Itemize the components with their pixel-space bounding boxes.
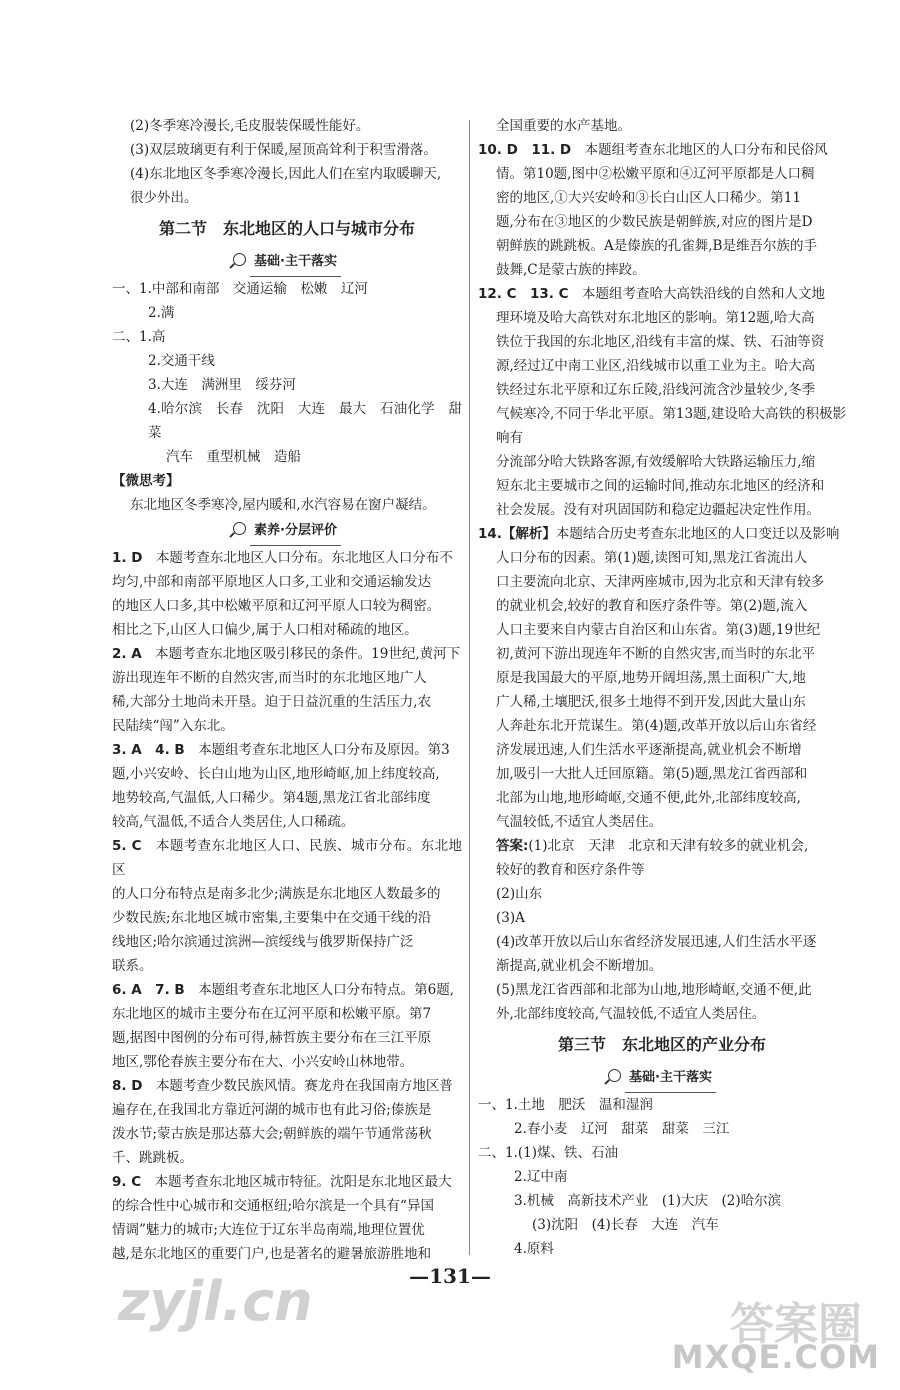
explanation-item: 10. D 11. D 本题组考查东北地区的人口分布和民俗风 (478, 142, 828, 158)
answer-line: 一、1.中部和南部 交通运输 松嫩 辽河 (112, 281, 368, 297)
answer-line: 4.哈尔滨 长春 沈阳 大连 最大 石油化学 甜菜 (148, 401, 462, 441)
subsection-heading-basic: 基础·主干落实 (478, 1064, 846, 1093)
explanation-line: 少数民族;东北地区城市密集,主要集中在交通干线的沿 (112, 910, 432, 926)
explanation-line: 人口主要来自内蒙古自治区和山东省。第(3)题,19世纪 (496, 622, 821, 638)
explanation-item: 5. C 本题考查东北地区人口、民族、城市分布。东北地区 (112, 838, 463, 878)
answer-line: (4)改革开放以后山东省经济发展迅速,人们生活水平逐 (496, 934, 817, 950)
explanation-item: 3. A 4. B 本题组考查东北地区人口分布及原因。第3 (112, 742, 450, 758)
explanation-line: 气候寒冷,不同于华北平原。第13题,建设哈大高铁的积极影响有 (496, 406, 846, 446)
answer-line: 2.春小麦 辽河 甜菜 甜菜 三江 (514, 1121, 730, 1137)
answer-line: 二、1.(1)煤、铁、石油 (478, 1145, 619, 1161)
explanation-line: 东北地区的城市主要分布在辽河平原和松嫩平原。第7 (112, 1006, 432, 1022)
text-line: 全国重要的水产基地。 (496, 118, 631, 134)
explanation-line: 铁经过东北平原和辽东丘陵,沿线河流含沙量较少,冬季 (496, 382, 816, 398)
explanation-line: 题,分布在③地区的少数民族是朝鲜族,对应的图片是D (496, 214, 813, 230)
explanation-line: 铁位于我国的东北地区,沿线有丰富的煤、铁、石油等资 (496, 334, 825, 350)
answer-line: 外,北部纬度较高,气温较低,不适宜人类居住。 (496, 1006, 766, 1022)
section-title: 第三节 东北地区的产业分布 (557, 1035, 766, 1054)
answer-line: 2.辽中南 (514, 1169, 568, 1185)
explanation-line: 气温较低,不适宜人类居住。 (496, 814, 663, 830)
explanation-item: 12. C 13. C 本题组考查哈大高铁沿线的自然和人文地 (478, 286, 826, 302)
explanation-line: 的就业机会,较好的教育和医疗条件等。第(2)题,流入 (496, 598, 808, 614)
text-line: (3)双层玻璃更有利于保暖,屋顶高耸利于积雪滑落。 (130, 142, 437, 158)
explanation-item: 9. C 本题考查东北地区城市特征。沈阳是东北地区最大 (112, 1174, 452, 1190)
explanation-line: 越,是东北地区的重要门户,也是著名的避暑旅游胜地和 (112, 1246, 432, 1262)
explanation-line: 的人口分布特点是南多北少;满族是东北地区人数最多的 (112, 886, 441, 902)
answer-line: (3)沈阳 (4)长春 大连 汽车 (532, 1217, 719, 1233)
explanation-line: 广人稀,土壤肥沃,很多土地得不到开发,因此大量山东 (496, 694, 806, 710)
explanation-item: 2. A 本题考查东北地区吸引移民的条件。19世纪,黄河下 (112, 646, 461, 662)
explanation-line: 的地区人口多,其中松嫩平原和辽河平原人口较为稠密。 (112, 598, 441, 614)
watermark-answer-circle: 答案圈 (730, 1299, 862, 1350)
explanation-line: 短东北主要城市之间的运输时间,推动东北地区的经济和 (496, 478, 825, 494)
explanation-line: 加,吸引一大批人迁回原籍。第(5)题,黑龙江省西部和 (496, 766, 808, 782)
explanation-line: 人奔赴东北开荒谋生。第(4)题,改革开放以后山东省经 (496, 718, 817, 734)
explanation-line: 口主要流向北京、天津两座城市,因为北京和天津有较多 (496, 574, 825, 590)
answer-line: 4.原料 (514, 1241, 554, 1257)
answer-line: 3.大连 满洲里 绥芬河 (148, 377, 296, 393)
answer-line: 较好的教育和医疗条件等 (496, 862, 645, 878)
answer-line: (5)黑龙江省西部和北部为山地,地形崎岖,交通不便,此 (496, 982, 812, 998)
explanation-line: 源,经过辽中南工业区,沿线城市以重工业为主。哈大高 (496, 358, 816, 374)
explanation-line: 北部为山地,地形崎岖,交通不便,此外,北部纬度较高, (496, 790, 801, 806)
text-line: 很少外出。 (130, 190, 198, 206)
explanation-line: 联系。 (112, 958, 153, 974)
explanation-item: 6. A 7. B 本题组考查东北地区人口分布特点。第6题, (112, 982, 455, 998)
explanation-line: 原是我国最大的平原,地势开阔坦荡,黑土面积广大,地 (496, 670, 806, 686)
explanation-item: 1. D 本题考查东北地区人口分布。东北地区人口分布不 (112, 550, 453, 566)
explanation-line: 朝鲜族的跳跳板。A是傣族的孔雀舞,B是维吾尔族的手 (496, 238, 817, 254)
explanation-line: 分流部分哈大铁路客源,有效缓解哈大铁路运输压力,缩 (496, 454, 816, 470)
explanation-line: 地势较高,气温低,人口稀少。第4题,黑龙江省北部纬度 (112, 790, 431, 806)
text-line: (4)东北地区冬季寒冷漫长,因此人们在室内取暖聊天, (130, 166, 442, 182)
explanation-line: 初,黄河下游出现连年不断的自然灾害,而当时的东北平 (496, 646, 816, 662)
answer-first-line: 答案:(1)北京 天津 北京和天津有较多的就业机会, (496, 838, 809, 854)
section-title: 第二节 东北地区的人口与城市分布 (158, 219, 415, 238)
explanation-line: 情。第10题,图中②松嫩平原和④辽河平原都是人口稠 (496, 166, 815, 182)
explanation-line: 济发展迅速,人们生活水平逐渐提高,就业机会不断增 (496, 742, 802, 758)
magnifier-icon (233, 522, 246, 535)
left-column (112, 114, 462, 1266)
watermark-zyjl: zyjl.cn (118, 1270, 313, 1333)
page-number: —131— (409, 1264, 491, 1288)
explanation-line: 题,小兴安岭、长白山地为山区,地形崎岖,加上纬度较高, (112, 766, 440, 782)
answer-line: 2.交通干线 (148, 353, 215, 369)
answer-line: 2.满 (148, 305, 175, 321)
column-divider (469, 120, 470, 1255)
explanation-line: 密的地区,①大兴安岭和③长白山区人口稀少。第11 (496, 190, 801, 206)
text-line: (2)冬季寒冷漫长,毛皮服装保暖性能好。 (130, 118, 370, 134)
explanation-line: 情调”魅力的城市;大连位于辽东半岛南端,地理位置优 (112, 1222, 425, 1238)
explanation-line: 鼓舞,C是蒙古族的摔跤。 (496, 262, 646, 278)
answer-line: 3.机械 高新技术产业 (1)大庆 (2)哈尔滨 (514, 1193, 782, 1209)
explanation-line: 题,据图中图例的分布可得,赫哲族主要分布在三江平原 (112, 1030, 432, 1046)
think-label: 【微思考】 (112, 473, 180, 489)
answer-line: 渐提高,就业机会不断增加。 (496, 958, 663, 974)
explanation-line: 社会发展。没有对巩固国防和稳定边疆起决定性作用。 (496, 502, 820, 518)
explanation-item: 8. D 本题考查少数民族风情。赛龙舟在我国南方地区普 (112, 1078, 453, 1094)
explanation-line: 民陆续“闯”入东北。 (112, 718, 234, 734)
explanation-line: 遍存在,在我国北方靠近河湖的城市也有此习俗;傣族是 (112, 1102, 432, 1118)
answer-line: (3)A (496, 910, 525, 926)
subsection-heading-basic: 基础·主干落实 (112, 248, 462, 277)
explanation-line: 理环境及哈大高铁对东北地区的影响。第12题,哈大高 (496, 310, 815, 326)
subsection-heading-eval: 素养·分层评价 (112, 517, 462, 546)
answer-line: 二、1.高 (112, 329, 166, 345)
explanation-line: 人口分布的因素。第(1)题,读图可知,黑龙江省流出人 (496, 550, 808, 566)
explanation-line: 泼水节;蒙古族是那达慕大会;朝鲜族的端午节通常荡秋 (112, 1126, 432, 1142)
right-column (478, 114, 846, 1261)
magnifier-icon (608, 1069, 621, 1082)
answer-line: 一、1.土地 肥沃 温和湿润 (478, 1097, 653, 1113)
explanation-line: 的综合性中心城市和交通枢纽;哈尔滨是一个具有“异国 (112, 1198, 434, 1214)
explanation-item: 14.【解析】本题结合历史考查东北地区的人口变迁以及影响 (478, 526, 840, 542)
explanation-line: 千、跳跳板。 (112, 1150, 193, 1166)
explanation-line: 均匀,中部和南部平原地区人口多,工业和交通运输发达 (112, 574, 432, 590)
answer-line: 汽车 重型机械 造船 (166, 449, 301, 465)
explanation-line: 相比之下,山区人口偏少,属于人口相对稀疏的地区。 (112, 622, 418, 638)
think-text: 东北地区冬季寒冷,屋内暖和,水汽容易在窗户凝结。 (130, 497, 436, 513)
magnifier-icon (233, 253, 246, 266)
explanation-line: 地区,鄂伦春族主要分布在大、小兴安岭山林地带。 (112, 1054, 414, 1070)
explanation-line: 稀,大部分土地尚未开垦。迫于日益沉重的生活压力,农 (112, 694, 432, 710)
watermark-mxqe: MXQE.COM (671, 1338, 880, 1376)
answer-line: (2)山东 (496, 886, 543, 902)
explanation-line: 线地区;哈尔滨通过滨洲—滨绥线与俄罗斯保持广泛 (112, 934, 414, 950)
explanation-line: 较高,气温低,不适合人类居住,人口稀疏。 (112, 814, 355, 830)
explanation-line: 游出现连年不断的自然灾害,而当时的东北地区地广人 (112, 670, 427, 686)
